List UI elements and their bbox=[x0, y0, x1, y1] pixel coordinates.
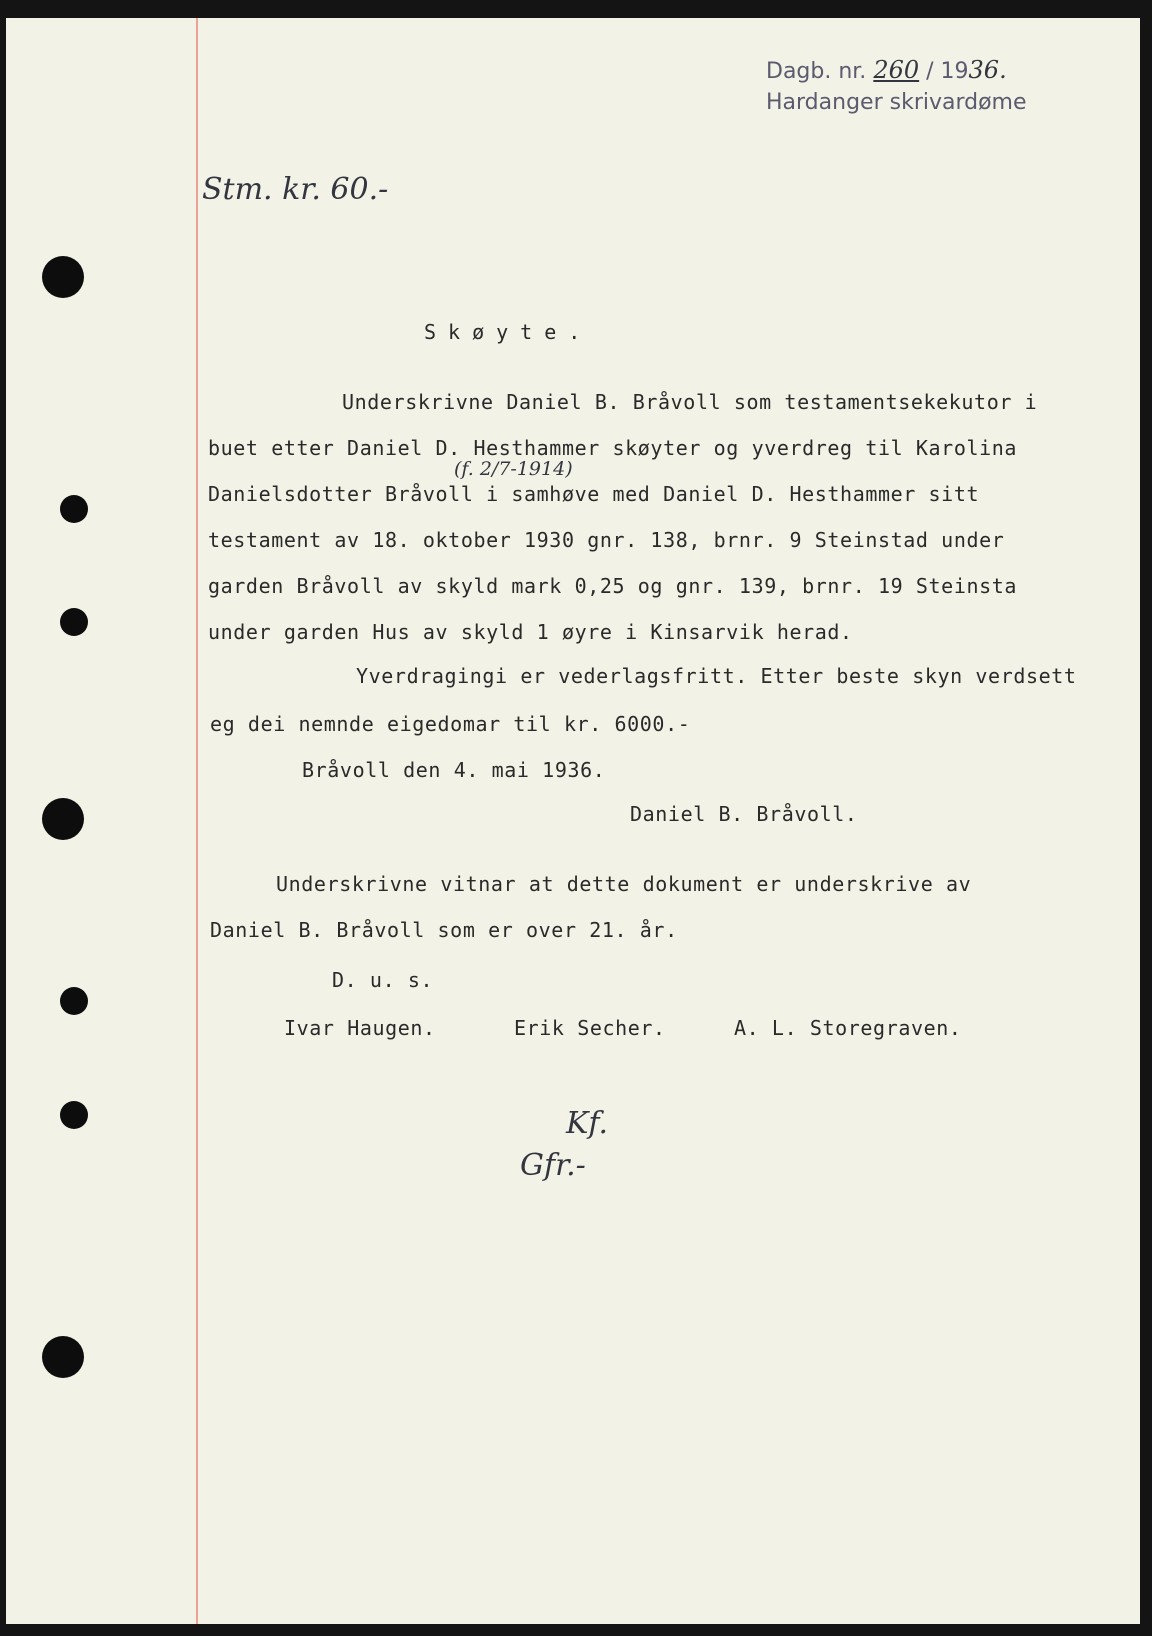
office-stamp: Hardanger skrivardøme bbox=[766, 90, 1027, 115]
journal-number: 260 bbox=[873, 56, 920, 84]
scan-frame-top bbox=[0, 0, 1152, 18]
witness-name: A. L. Storegraven. bbox=[734, 1016, 962, 1040]
stamp-label: Dagb. nr. bbox=[766, 59, 867, 84]
document-title: Skøyte. bbox=[424, 320, 593, 344]
punch-hole bbox=[60, 987, 88, 1015]
handwritten-insertion: (f. 2/7-1914) bbox=[454, 458, 573, 480]
punch-hole bbox=[60, 608, 88, 636]
witness-line-1: Underskrivne vitnar at dette dokument er underskrive av bbox=[276, 872, 972, 896]
body-line-3: Danielsdotter Bråvoll i samhøve med Daniel D. Hesthammer sitt bbox=[208, 482, 980, 506]
body-line-8: eg dei nemnde eigedomar til kr. 6000.- bbox=[210, 712, 691, 736]
punch-hole bbox=[60, 1101, 88, 1129]
body-line-4: testament av 18. oktober 1930 gnr. 138, brnr. 9 Steinstad under bbox=[208, 528, 1005, 552]
body-line-2: buet etter Daniel D. Hesthammer skøyter og yverdreg til Karolina bbox=[208, 436, 1018, 460]
place-date: Bråvoll den 4. mai 1936. bbox=[302, 758, 606, 782]
witness-line-2: Daniel B. Bråvoll som er over 21. år. bbox=[210, 918, 678, 942]
dus: D. u. s. bbox=[332, 968, 434, 992]
signatory: Daniel B. Bråvoll. bbox=[630, 802, 858, 826]
witness-name: Ivar Haugen. bbox=[284, 1016, 436, 1040]
punch-hole bbox=[42, 256, 84, 298]
handwritten-initials: Kf. bbox=[566, 1106, 608, 1141]
punch-hole bbox=[60, 495, 88, 523]
stamp-year-suffix: 36. bbox=[968, 56, 1007, 84]
stamp-year-prefix: / 19 bbox=[926, 59, 969, 84]
margin-line bbox=[196, 18, 198, 1624]
scan-frame-bottom bbox=[0, 1624, 1152, 1636]
scan-frame-right bbox=[1140, 0, 1152, 1636]
punch-hole bbox=[42, 798, 84, 840]
journal-stamp bbox=[766, 56, 1007, 84]
handwritten-initials: Gfr.- bbox=[520, 1148, 586, 1183]
body-line-6: under garden Hus av skyld 1 øyre i Kinsarvik herad. bbox=[208, 620, 853, 644]
body-line-5: garden Bråvoll av skyld mark 0,25 og gnr. 139, brnr. 19 Steinsta bbox=[208, 574, 1018, 598]
margin-note: Stm. kr. 60.- bbox=[202, 172, 389, 207]
body-line-1: Underskrivne Daniel B. Bråvoll som testamentsekekutor i bbox=[342, 390, 1038, 414]
scan-frame-left bbox=[0, 0, 6, 1636]
witness-name: Erik Secher. bbox=[514, 1016, 666, 1040]
punch-hole bbox=[42, 1336, 84, 1378]
body-line-7: Yverdragingi er vederlagsfritt. Etter beste skyn verdsett bbox=[356, 664, 1077, 688]
